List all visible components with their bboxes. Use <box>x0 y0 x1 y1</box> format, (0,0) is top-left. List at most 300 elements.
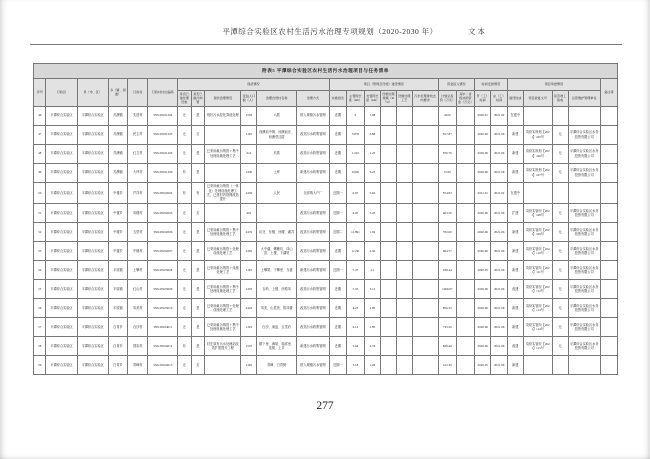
table-cell: 2.85 <box>365 299 381 318</box>
table-cell <box>396 261 412 280</box>
table-cell: 凤楼村 <box>128 204 148 223</box>
column-header: 是否已截污纳管 <box>191 91 205 107</box>
table-cell: 2021.02 <box>491 106 507 125</box>
table-cell: 有 <box>177 163 191 182</box>
table-cell: 平原镇 <box>108 280 127 299</box>
table-cell: 无 <box>552 125 568 144</box>
table-cell: 改造污水收集管网 <box>296 318 329 337</box>
table-cell: 近期 <box>329 106 346 125</box>
table-cell: 土库 <box>257 163 297 182</box>
table-cell: 1476 <box>241 280 257 299</box>
table-cell: 50 <box>34 182 46 204</box>
table-cell: 近期一 <box>329 182 346 204</box>
table-cell: 6.88 <box>365 125 381 144</box>
table-cell: 岚综实规划【2021】105号 <box>523 125 552 144</box>
column-header: 备注等 <box>600 79 617 107</box>
table-cell <box>412 144 438 163</box>
table-cell: 2021.06 <box>491 144 507 163</box>
table-cell: 新建 <box>507 223 523 242</box>
table-cell: 2021.06 <box>491 356 507 375</box>
table-cell: 现状污水经化粪池处理 <box>205 106 241 125</box>
table-cell <box>396 106 412 125</box>
column-header: 治理方式 <box>296 91 329 107</box>
column-header: 设施处理工艺 <box>396 91 412 107</box>
table-cell: 6.23 <box>365 163 381 182</box>
table-cell <box>380 261 396 280</box>
table-cell: 中楼乡 <box>108 182 127 204</box>
table-cell <box>600 337 617 356</box>
table-cell: 6.05 <box>346 204 364 223</box>
table-cell: 2465 <box>241 242 257 261</box>
table-cell: 岚综实管综【2021】110号 <box>523 242 552 261</box>
table-cell: 1.85 <box>365 318 381 337</box>
table-row <box>34 242 618 261</box>
table-cell: 无 <box>552 163 568 182</box>
table-cell: 平潭综合实验区 <box>77 242 108 261</box>
table-cell: 2021.01 <box>474 182 490 204</box>
table-cell: 无 <box>552 299 568 318</box>
table-cell <box>412 163 438 182</box>
header-right-label: 文本 <box>468 27 487 36</box>
table-cell <box>600 163 617 182</box>
table-cell: 已采用截污纳管＋集中处理设施处理工艺 <box>205 280 241 299</box>
table-cell <box>412 106 438 125</box>
table-cell: 近期 <box>329 299 346 318</box>
table-cell <box>205 356 241 375</box>
table-cell: 红山村 <box>128 280 148 299</box>
table-cell <box>396 182 412 204</box>
table-cell: 近期一 <box>329 261 346 280</box>
table-cell: 5.35 <box>346 280 364 299</box>
table-cell: 55 <box>34 280 46 299</box>
table-cell: 350128103009 <box>148 280 177 299</box>
table-cell: 2021.06 <box>491 242 507 261</box>
table-cell: 扩建 <box>507 204 523 223</box>
table-cell: 近期 <box>329 144 346 163</box>
column-header: 支管网长度（km） <box>365 91 381 107</box>
table-cell: 岚综实管综【2021】111号 <box>523 261 552 280</box>
table-cell <box>380 337 396 356</box>
table-cell: 大坪村 <box>128 163 148 182</box>
table-cell: 无 <box>177 261 191 280</box>
table-cell <box>600 356 617 375</box>
table-cell: 中楼乡 <box>108 204 127 223</box>
table-cell: 平潭综合实验区 <box>77 223 108 242</box>
table-cell: 2021.06 <box>491 280 507 299</box>
table-cell: 新建 <box>507 318 523 337</box>
table-cell: 平潭综合实验区 <box>46 242 77 261</box>
table-cell: 有 <box>177 182 191 204</box>
table-cell: 1.92 <box>365 223 381 242</box>
table-cell <box>380 242 396 261</box>
table-cell: 无 <box>552 223 568 242</box>
table-cell <box>396 318 412 337</box>
table-cell: 国彩村 <box>128 337 148 356</box>
table-cell <box>396 125 412 144</box>
table-cell <box>412 182 438 204</box>
table-cell: 4.136 <box>346 242 364 261</box>
table-cell: 52 <box>34 223 46 242</box>
table-cell: 46 <box>34 106 46 125</box>
table-cell <box>456 144 474 163</box>
table-cell <box>380 204 396 223</box>
table-cell <box>396 299 412 318</box>
table-cell: 是 <box>191 261 205 280</box>
table-cell: 无 <box>177 318 191 337</box>
table-cell: 岚综实管综【2021】109号 <box>523 223 552 242</box>
table-cell: 平潭综合实验区 <box>77 261 108 280</box>
table-cell: 中楼乡 <box>108 242 127 261</box>
table-cell: 54 <box>34 261 46 280</box>
table-cell: 平潭综合实验区 <box>46 163 77 182</box>
table-cell: 近期 <box>329 163 346 182</box>
table-cell: 改造污水收集管网 <box>296 204 329 223</box>
table-cell: 苏澳镇 <box>108 106 127 125</box>
table-cell: 874.83 <box>438 182 456 204</box>
table-row <box>34 204 618 223</box>
table-cell: 苏澳镇 <box>108 163 127 182</box>
table-cell <box>396 204 412 223</box>
table-cell: 近期二 <box>329 223 346 242</box>
table-cell: 5.43 <box>365 204 381 223</box>
table-cell: 2021.06 <box>491 337 507 356</box>
table-cell: 350128104011 <box>148 318 177 337</box>
table-cell: 2021.02 <box>491 182 507 204</box>
column-header: 是否已建处理设施 <box>177 91 191 107</box>
table-cell: 平潭综合实验区 <box>77 318 108 337</box>
table-cell: 412.35 <box>438 356 456 375</box>
table-cell: 中楼村 <box>128 242 148 261</box>
table-cell: 已采用截污纳管＋处理设施处理工艺 <box>205 299 241 318</box>
table-cell: 3.18 <box>346 356 364 375</box>
table-cell <box>552 356 568 375</box>
table-cell: 平潭综合实验区 <box>46 337 77 356</box>
column-header: 治理自然村名称 <box>257 91 297 107</box>
table-cell: 2.1 <box>365 261 381 280</box>
table-cell <box>412 299 438 318</box>
table-cell: 2020.06 <box>474 242 490 261</box>
table-cell <box>456 261 474 280</box>
table-cell: 401 <box>241 204 257 223</box>
table-cell: 350128104012 <box>148 337 177 356</box>
table-cell: 无 <box>177 125 191 144</box>
table-cell: 817.87 <box>438 125 456 144</box>
table-cell <box>412 280 438 299</box>
table-cell: 岚综实规划【2021】106号 <box>523 144 552 163</box>
column-header: 开（工）时间 <box>474 91 490 107</box>
table-cell <box>412 318 438 337</box>
table-cell: 2020.01 <box>474 106 490 125</box>
table-cell: 平潭综合实验区 <box>77 163 108 182</box>
table-cell: 新建 <box>507 163 523 182</box>
table-cell: 凤美、山显美、梧凤楼 <box>257 299 297 318</box>
table-cell: 平潭综合实验区 <box>46 299 77 318</box>
table-cell <box>456 182 474 204</box>
table-cell <box>380 318 396 337</box>
table-cell: 平潭综合实验区 <box>46 106 77 125</box>
table-cell: 平潭综合实验区水务投资有限公司 <box>568 242 600 261</box>
table-cell: 近期 <box>329 242 346 261</box>
table-cell: 岚综实管综【2021】113号 <box>523 299 552 318</box>
table-cell: 5.62 <box>365 182 381 204</box>
table-cell: 1193 <box>241 318 257 337</box>
table-cell: 2020.06 <box>474 337 490 356</box>
table-cell: 1.216 <box>346 144 364 163</box>
column-header: 行政区 <box>46 79 77 107</box>
table-cell <box>380 163 396 182</box>
table-cell: 2020.06 <box>474 163 490 182</box>
table-cell: 玉屿、上楼、西梧凤 <box>257 280 297 299</box>
table-cell: 平潭综合实验区 <box>46 356 77 375</box>
table-cell: 村庄原有污水处理站改造扩建提升工程 <box>205 337 241 356</box>
table-cell: 2021.06 <box>491 261 507 280</box>
table-cell: 平潭综合实验区 <box>46 318 77 337</box>
document-title: 平潭综合实验区农村生活污水治理专项规划（2020-2030 年） <box>222 27 438 36</box>
table-cell: 11.891 <box>346 223 364 242</box>
table-cell: 350128101206 <box>148 144 177 163</box>
header-divider <box>30 44 622 45</box>
table-cell: 2020.06 <box>474 204 490 223</box>
table-cell: 无 <box>552 261 568 280</box>
table-cell: 否 <box>191 356 205 375</box>
table-cell: 平潭综合实验区水务投资有限公司 <box>568 223 600 242</box>
table-cell: 无 <box>177 280 191 299</box>
table-cell: 苏澳镇 <box>108 125 127 144</box>
table-row <box>34 280 618 299</box>
table-cell: 2.36 <box>365 242 381 261</box>
table-cell: 苏澳镇 <box>108 144 127 163</box>
table-row <box>34 182 618 204</box>
table-cell: 1503 <box>241 106 257 125</box>
table-cell: 是 <box>191 242 205 261</box>
table-cell: 2476 <box>241 223 257 242</box>
table-cell: 2021.06 <box>491 299 507 318</box>
table-cell: 2021.06 <box>491 204 507 223</box>
table-cell: 全部纳入户厂 <box>296 182 329 204</box>
column-header: 计划总投资（万元） <box>438 91 456 107</box>
table-cell: 平潭综合实验区 <box>77 106 108 125</box>
table-cell: 平潭综合实验区水务投资有限公司 <box>568 299 600 318</box>
table-cell <box>456 280 474 299</box>
table-cell <box>523 356 552 375</box>
table-row <box>34 223 618 242</box>
table-cell: 47 <box>34 125 46 144</box>
column-header: 运营维护管理单位 <box>568 91 600 107</box>
table-cell: 2443 <box>241 299 257 318</box>
table-cell: 350128101204 <box>148 106 177 125</box>
table-cell <box>600 125 617 144</box>
table-cell: 坑北、东楼、西楼、湖井 <box>257 223 297 242</box>
table-cell: 白青乡 <box>108 318 127 337</box>
table-row <box>34 299 618 318</box>
table-cell <box>396 163 412 182</box>
table-cell: 0 <box>346 106 364 125</box>
table-cell: 平潭综合实验区水务投资有限公司 <box>568 280 600 299</box>
table-cell: 否 <box>191 125 205 144</box>
table-cell: 已采用截污纳管（一体化）处理设施处理工艺，已建村内管网改造提升 <box>205 182 241 204</box>
table-cell <box>600 204 617 223</box>
table-cell: 无 <box>552 144 568 163</box>
table-cell <box>396 356 412 375</box>
table-cell <box>396 280 412 299</box>
table-cell: 是 <box>191 318 205 337</box>
table-cell: 芦洋村 <box>128 182 148 204</box>
table-cell: 改造污水收集管网 <box>296 299 329 318</box>
table-cell: 828.46 <box>438 337 456 356</box>
table-cell: 无 <box>177 223 191 242</box>
table-row <box>34 144 618 163</box>
table-cell: 1436 <box>241 163 257 182</box>
table-cell: 3.876 <box>346 125 364 144</box>
table-cell: 57 <box>34 318 46 337</box>
column-header: 乡（镇、街道） <box>108 79 127 107</box>
table-cell <box>396 242 412 261</box>
column-header: 行政村 <box>128 79 148 107</box>
table-cell: 平潭综合实验区 <box>46 182 77 204</box>
table-cell: 近期 <box>329 280 346 299</box>
table-cell: 2020.05 <box>474 261 490 280</box>
table-cell: 改造污水收集管网 <box>296 223 329 242</box>
table-cell: 1547 <box>241 337 257 356</box>
table-cell: 上攀村 <box>128 261 148 280</box>
table-cell <box>380 299 396 318</box>
table-cell: 无 <box>177 299 191 318</box>
table-cell: 48 <box>34 144 46 163</box>
column-header: 现状治理情况 <box>205 91 241 107</box>
table-cell: 无 <box>552 204 568 223</box>
table-cell: 平潭综合实验区水务投资有限公司 <box>568 261 600 280</box>
table-cell: 是 <box>191 163 205 182</box>
table-cell: 782.60 <box>438 223 456 242</box>
table-cell: 350128104013 <box>148 356 177 375</box>
table-cell: 1193 <box>241 261 257 280</box>
table-cell: 2021.06 <box>491 318 507 337</box>
table-cell: 无 <box>552 280 568 299</box>
table-cell: 平潭综合实验区 <box>77 356 108 375</box>
table-cell: 平潭综合实验区 <box>46 125 77 144</box>
table-cell: 平潭综合实验区 <box>77 280 108 299</box>
table-cell: 已采用截污纳管＋集中处理设施处理工艺 <box>205 318 241 337</box>
table-cell: 上攀尾、下攀里、当盛 <box>257 261 297 280</box>
table-cell: 已采用截污纳管＋设施处理工艺 <box>205 261 241 280</box>
table-cell <box>456 337 474 356</box>
table-row <box>34 356 618 375</box>
group-header: 资金投入情况 <box>438 79 474 91</box>
table-cell: 玉堂村 <box>128 223 148 242</box>
table-cell: 平潭综合实验区 <box>77 144 108 163</box>
table-cell: 56 <box>34 299 46 318</box>
table-cell: 平潭综合实验区 <box>77 299 108 318</box>
table-cell: 2020.06 <box>474 223 490 242</box>
table-cell: 无 <box>177 356 191 375</box>
table-cell: 人民 <box>257 182 297 204</box>
table-cell: 2021.06 <box>491 223 507 242</box>
table-cell: 平潭综合实验区 <box>46 223 77 242</box>
table-cell: 平潭综合实验区 <box>46 261 77 280</box>
column-header: 项目批复文号 <box>523 91 552 107</box>
table-cell: 大中湖、螺栅坑、凤山顶、上楼、下湖尾 <box>257 242 297 261</box>
column-header: 是否竣工验收 <box>552 91 568 107</box>
table-row <box>34 163 618 182</box>
table-cell: 有 <box>177 337 191 356</box>
table-cell: 白青乡 <box>108 337 127 356</box>
table-cell: 新建 <box>507 144 523 163</box>
table-cell <box>412 223 438 242</box>
table-cell: 58 <box>34 337 46 356</box>
table-cell: 350128101205 <box>148 125 177 144</box>
table-cell: 350128102007 <box>148 242 177 261</box>
table-cell: 平潭综合实验区 <box>77 337 108 356</box>
table-cell: 近期 <box>329 337 346 356</box>
table-cell <box>380 223 396 242</box>
table-cell: 2020.05 <box>474 356 490 375</box>
table-cell: 已采用截污纳管＋集中处理设施处理工艺 <box>205 144 241 163</box>
table-cell: 新建污水收集管网 <box>296 261 329 280</box>
table-cell: 近期一 <box>329 356 346 375</box>
table-cell <box>456 223 474 242</box>
table-cell: 改建 <box>507 280 523 299</box>
table-cell: 在建中 <box>507 106 523 125</box>
table-cell <box>412 356 438 375</box>
table-cell: 平原镇 <box>108 261 127 280</box>
table-cell <box>600 106 617 125</box>
table-row <box>34 318 618 337</box>
table-cell <box>380 125 396 144</box>
table-cell: 是 <box>191 223 205 242</box>
group-header: 项目审批情况 <box>507 79 600 91</box>
page-number: 277 <box>316 400 334 412</box>
table-cell <box>412 261 438 280</box>
table-cell <box>456 356 474 375</box>
table-cell: 2020.06 <box>474 144 490 163</box>
table-cell: 350128102006 <box>148 223 177 242</box>
table-cell: 近期 <box>329 125 346 144</box>
table-cell: 中楼乡 <box>108 223 127 242</box>
table-cell: 近期 <box>329 318 346 337</box>
table-cell: 1069.07 <box>438 280 456 299</box>
table-row <box>34 261 618 280</box>
table-cell: 是 <box>191 337 205 356</box>
project-table-container <box>33 63 618 375</box>
table-cell: 新建 <box>507 125 523 144</box>
table-cell: 3.12 <box>365 280 381 299</box>
table-cell: 53 <box>34 242 46 261</box>
group-header: 时间安排情况 <box>474 79 507 91</box>
column-header: 县（市、区） <box>77 79 108 107</box>
table-cell: 是 <box>191 144 205 163</box>
table-cell: 1.25 <box>365 144 381 163</box>
table-cell <box>456 204 474 223</box>
table-cell <box>257 204 297 223</box>
table-cell: 后厝 <box>257 144 297 163</box>
table-cell: 白青乡 <box>108 356 127 375</box>
table-cell: 无 <box>552 242 568 261</box>
table-cell: 已采用截污纳管＋集中处理设施处理工艺 <box>205 223 241 242</box>
column-header: 设施处理规模（m³/d） <box>382 92 395 105</box>
table-cell: 先进村 <box>128 106 148 125</box>
table-cell: 是 <box>191 280 205 299</box>
table-cell: 新建污水收集管网 <box>296 163 329 182</box>
table-cell: 平潭综合实验区 <box>46 280 77 299</box>
table-cell: 平潭综合实验区水务投资有限公司 <box>568 204 600 223</box>
table-cell: 红卫村 <box>128 144 148 163</box>
table-cell: 350128102005 <box>148 204 177 223</box>
table-cell <box>600 242 617 261</box>
table-cell: 新建污水收集管网 <box>296 337 329 356</box>
table-cell: 350128103010 <box>148 299 177 318</box>
table-cell: 近期一 <box>329 204 346 223</box>
column-header: 其中：省级补助资金（万元） <box>457 92 474 105</box>
